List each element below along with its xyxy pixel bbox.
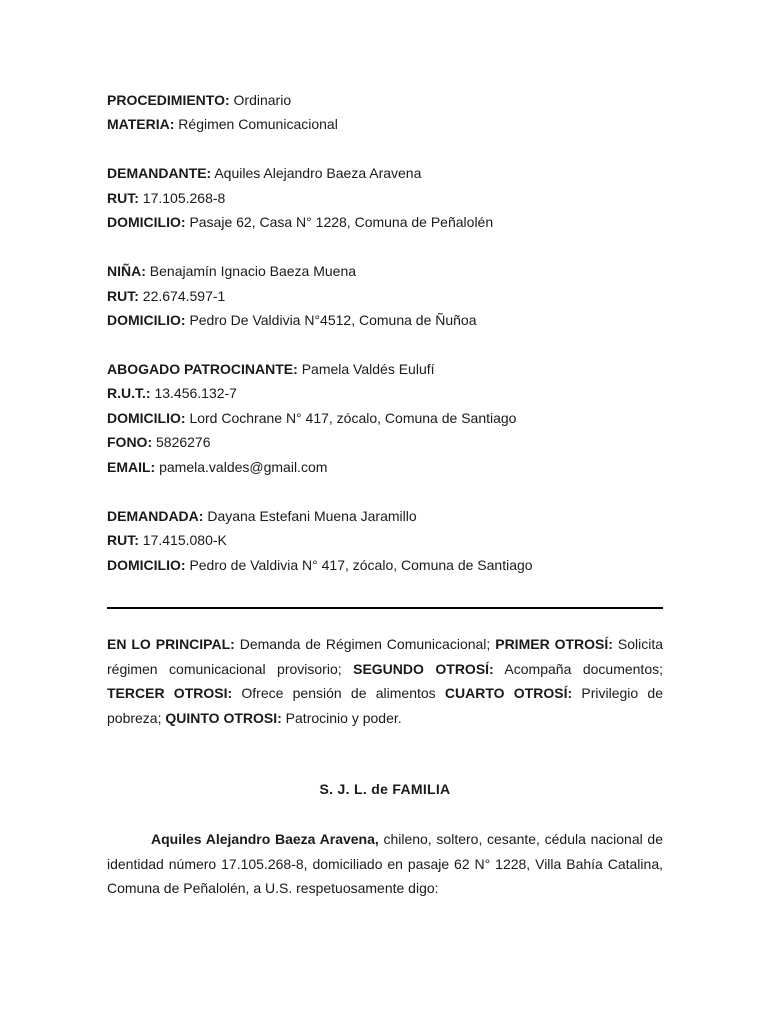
field-value: Régimen Comunicacional (178, 116, 338, 132)
summary-otrosi2-text: Acompaña documentos; (493, 660, 663, 677)
summary-otrosi2-label: SEGUNDO OTROSÍ: (353, 660, 494, 677)
field-label: ABOGADO PATROCINANTE: (107, 361, 298, 377)
field-nina-rut (107, 287, 225, 305)
field-demandante-rut (107, 189, 225, 207)
field-label: FONO: (107, 434, 153, 450)
field-materia (107, 115, 338, 133)
field-value: pamela.valdes@gmail.com (159, 459, 328, 475)
field-abogado-domicilio (107, 409, 516, 427)
summary-principal-label: EN LO PRINCIPAL: (107, 636, 235, 652)
summary-otrosi3-label: TERCER OTROSI: (107, 685, 233, 701)
field-value: 17.415.080-K (142, 532, 227, 548)
court-heading: S. J. L. de FAMILIA (319, 781, 451, 797)
field-value: Aquiles Alejandro Baeza Aravena (214, 165, 422, 181)
field-value: Lord Cochrane N° 417, zócalo, Comuna de Santiago (189, 410, 517, 426)
field-label: R.U.T.: (107, 385, 151, 401)
body-text: chileno, soltero, cesante, cédula nacional de identidad número 17.105.268-8, domiciliado en pasaje 62 N° 1228, Villa Bahía Catalina, Comuna de Peñalolén, a U.S. respetuosamente digo: (107, 831, 663, 896)
field-demandada (107, 507, 417, 525)
field-demandada-rut (107, 531, 227, 549)
summary-otrosi5-text: Patrocinio y poder. (281, 709, 402, 726)
field-value: 5826276 (156, 434, 211, 450)
summary-paragraph (107, 632, 663, 730)
field-value: 13.456.132-7 (154, 385, 237, 401)
field-label: EMAIL: (107, 459, 156, 475)
field-abogado-fono (107, 433, 211, 451)
field-label: PROCEDIMIENTO: (107, 92, 230, 108)
field-demandada-domicilio (107, 556, 533, 574)
field-value: Ordinario (233, 92, 292, 108)
field-value: 17.105.268-8 (142, 190, 226, 206)
summary-otrosi3-text: Ofrece pensión de alimentos (232, 685, 445, 701)
field-label: RUT: (107, 532, 139, 548)
summary-otrosi4-text: Privilegio de pobreza; (107, 685, 664, 726)
field-label: MATERIA: (107, 116, 175, 132)
field-nina-domicilio (107, 311, 477, 329)
summary-otrosi1-label: PRIMER OTROSÍ: (495, 636, 613, 652)
field-value: Pamela Valdés Eulufí (301, 361, 435, 377)
summary-principal-text: Demanda de Régimen Comunicacional; (234, 636, 496, 652)
field-value: Dayana Estefani Muena Jaramillo (207, 508, 417, 524)
field-value: Pedro De Valdivia N°4512, Comuna de Ñuñoa (189, 312, 477, 328)
field-label: DOMICILIO: (107, 312, 186, 328)
field-value: Pedro de Valdivia N° 417, zócalo, Comuna de Santiago (189, 557, 533, 573)
field-value: Benajamín Ignacio Baeza Muena (149, 263, 357, 279)
field-label: DEMANDANTE: (107, 165, 212, 181)
field-label: DEMANDADA: (107, 508, 204, 524)
field-abogado-rut (107, 384, 237, 402)
field-label: DOMICILIO: (107, 214, 186, 230)
field-abogado (107, 360, 435, 378)
field-label: DOMICILIO: (107, 557, 186, 573)
body-paragraph (107, 827, 663, 901)
body-party-name: Aquiles Alejandro Baeza Aravena, (151, 831, 379, 847)
field-demandante (107, 164, 421, 182)
summary-otrosi1-text: Solicita régimen comunicacional provisorio; (107, 636, 663, 677)
field-nina (107, 262, 356, 280)
field-label: RUT: (107, 288, 139, 304)
field-label: NIÑA: (107, 263, 146, 279)
summary-otrosi4-label: CUARTO OTROSÍ: (444, 685, 573, 701)
field-abogado-email (107, 458, 327, 476)
field-procedimiento (107, 91, 291, 109)
field-value: Pasaje 62, Casa N° 1228, Comuna de Peñalolén (189, 214, 494, 230)
field-value: 22.674.597-1 (142, 288, 226, 304)
field-demandante-domicilio (107, 213, 493, 231)
horizontal-divider (107, 607, 663, 609)
field-label: RUT: (107, 190, 139, 206)
field-label: DOMICILIO: (107, 410, 186, 426)
summary-otrosi5-label: QUINTO OTROSI: (165, 709, 282, 726)
